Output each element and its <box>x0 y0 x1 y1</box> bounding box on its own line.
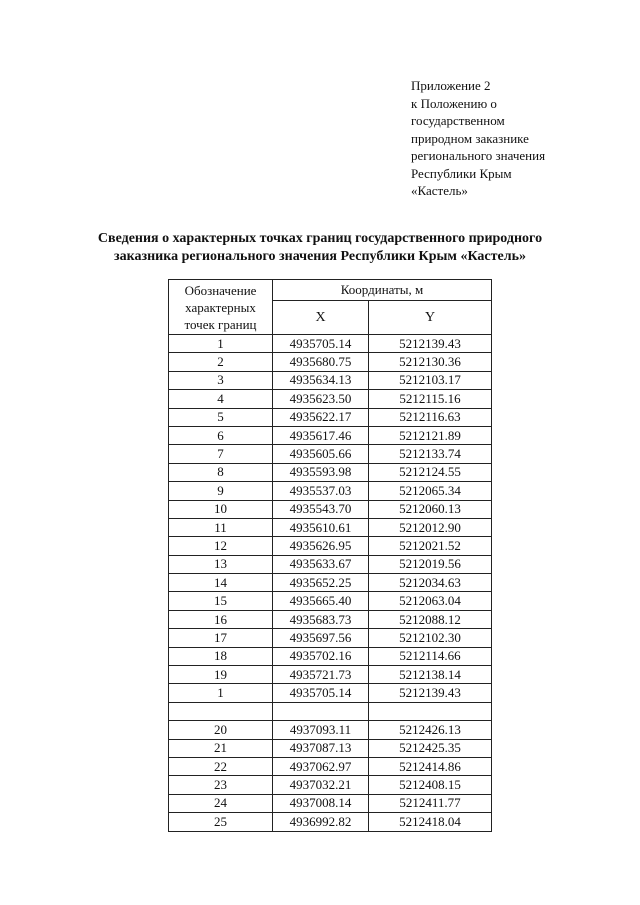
y-cell <box>369 702 492 720</box>
table-row <box>169 390 492 408</box>
point-cell: 6 <box>169 426 273 444</box>
x-cell: 4935665.40 <box>273 592 369 610</box>
document-title <box>60 230 580 266</box>
x-cell: 4937008.14 <box>273 794 369 812</box>
x-cell: 4935593.98 <box>273 463 369 481</box>
x-cell: 4935626.95 <box>273 537 369 555</box>
table-row <box>169 408 492 426</box>
y-cell: 5212139.43 <box>369 335 492 353</box>
point-cell: 25 <box>169 813 273 831</box>
table-body <box>169 335 492 832</box>
point-cell: 10 <box>169 500 273 518</box>
point-cell: 18 <box>169 647 273 665</box>
x-cell: 4935543.70 <box>273 500 369 518</box>
point-cell: 11 <box>169 518 273 536</box>
table-row <box>169 463 492 481</box>
table-row <box>169 794 492 812</box>
x-cell: 4935697.56 <box>273 629 369 647</box>
designation-header <box>169 280 273 335</box>
table-row <box>169 739 492 757</box>
y-header: Y <box>369 301 492 335</box>
y-cell: 5212408.15 <box>369 776 492 794</box>
y-cell: 5212138.14 <box>369 666 492 684</box>
y-cell: 5212088.12 <box>369 610 492 628</box>
point-cell: 22 <box>169 757 273 775</box>
table-row <box>169 518 492 536</box>
y-cell: 5212130.36 <box>369 353 492 371</box>
table-row <box>169 757 492 775</box>
point-cell: 3 <box>169 371 273 389</box>
x-cell: 4935617.46 <box>273 426 369 444</box>
appendix-block <box>411 77 611 200</box>
table-row <box>169 353 492 371</box>
point-cell: 12 <box>169 537 273 555</box>
x-cell: 4935702.16 <box>273 647 369 665</box>
appendix-line: к Положению о <box>411 95 497 111</box>
y-cell: 5212114.66 <box>369 647 492 665</box>
x-cell: 4935622.17 <box>273 408 369 426</box>
table-row <box>169 500 492 518</box>
x-cell: 4935605.66 <box>273 445 369 463</box>
x-cell: 4936992.82 <box>273 813 369 831</box>
table-row <box>169 629 492 647</box>
table-row <box>169 592 492 610</box>
table-row <box>169 610 492 628</box>
coordinates-header: Координаты, м <box>273 280 492 301</box>
point-cell: 20 <box>169 721 273 739</box>
y-cell: 5212012.90 <box>369 518 492 536</box>
point-cell: 2 <box>169 353 273 371</box>
x-cell: 4935705.14 <box>273 335 369 353</box>
title-line-2: заказника регионального значения Республики Крым «Кастель» <box>114 249 526 264</box>
point-cell: 5 <box>169 408 273 426</box>
x-cell: 4935633.67 <box>273 555 369 573</box>
table-row <box>169 574 492 592</box>
y-cell: 5212133.74 <box>369 445 492 463</box>
appendix-line: Республики Крым <box>411 165 512 181</box>
y-cell: 5212021.52 <box>369 537 492 555</box>
x-cell: 4935680.75 <box>273 353 369 371</box>
y-cell: 5212060.13 <box>369 500 492 518</box>
x-cell <box>273 702 369 720</box>
x-cell: 4935652.25 <box>273 574 369 592</box>
point-cell: 14 <box>169 574 273 592</box>
table-row <box>169 813 492 831</box>
y-cell: 5212418.04 <box>369 813 492 831</box>
table-row <box>169 702 492 720</box>
x-cell: 4937062.97 <box>273 757 369 775</box>
table-row <box>169 555 492 573</box>
title-line-1: Сведения о характерных точках границ государственного природного <box>97 231 543 246</box>
point-cell: 1 <box>169 335 273 353</box>
x-cell: 4935623.50 <box>273 390 369 408</box>
y-cell: 5212019.56 <box>369 555 492 573</box>
y-cell: 5212139.43 <box>369 684 492 702</box>
y-cell: 5212121.89 <box>369 426 492 444</box>
x-cell: 4937087.13 <box>273 739 369 757</box>
table-row <box>169 776 492 794</box>
point-cell: 8 <box>169 463 273 481</box>
point-cell: 19 <box>169 666 273 684</box>
appendix-line: «Кастель» <box>411 183 468 198</box>
table-row <box>169 647 492 665</box>
coordinates-table <box>168 279 492 832</box>
point-cell: 4 <box>169 390 273 408</box>
table-row <box>169 335 492 353</box>
designation-header-line: характерных <box>185 299 256 315</box>
point-cell: 16 <box>169 610 273 628</box>
point-cell: 1 <box>169 684 273 702</box>
point-cell: 9 <box>169 482 273 500</box>
designation-header-line: точек границ <box>184 316 257 332</box>
designation-header-line: Обозначение <box>184 282 257 298</box>
appendix-line: государственном <box>411 113 505 128</box>
x-header: X <box>273 301 369 335</box>
y-cell: 5212411.77 <box>369 794 492 812</box>
y-cell: 5212426.13 <box>369 721 492 739</box>
point-cell: 23 <box>169 776 273 794</box>
point-cell <box>169 702 273 720</box>
appendix-line: регионального значения <box>411 148 546 163</box>
point-cell: 13 <box>169 555 273 573</box>
y-cell: 5212414.86 <box>369 757 492 775</box>
table-row <box>169 666 492 684</box>
table-row <box>169 482 492 500</box>
y-cell: 5212116.63 <box>369 408 492 426</box>
table-row <box>169 537 492 555</box>
y-cell: 5212103.17 <box>369 371 492 389</box>
y-cell: 5212065.34 <box>369 482 492 500</box>
point-cell: 7 <box>169 445 273 463</box>
y-cell: 5212124.55 <box>369 463 492 481</box>
table-row <box>169 445 492 463</box>
point-cell: 21 <box>169 739 273 757</box>
y-cell: 5212115.16 <box>369 390 492 408</box>
y-cell: 5212063.04 <box>369 592 492 610</box>
x-cell: 4937032.21 <box>273 776 369 794</box>
table-row <box>169 426 492 444</box>
y-cell: 5212102.30 <box>369 629 492 647</box>
point-cell: 15 <box>169 592 273 610</box>
table-row <box>169 721 492 739</box>
x-cell: 4935705.14 <box>273 684 369 702</box>
y-cell: 5212425.35 <box>369 739 492 757</box>
x-cell: 4937093.11 <box>273 721 369 739</box>
point-cell: 17 <box>169 629 273 647</box>
point-cell: 24 <box>169 794 273 812</box>
appendix-line: Приложение 2 <box>411 78 491 93</box>
x-cell: 4935683.73 <box>273 610 369 628</box>
x-cell: 4935610.61 <box>273 518 369 536</box>
appendix-line: природном заказнике <box>411 130 529 146</box>
x-cell: 4935537.03 <box>273 482 369 500</box>
x-cell: 4935634.13 <box>273 371 369 389</box>
table-row <box>169 684 492 702</box>
x-cell: 4935721.73 <box>273 666 369 684</box>
y-cell: 5212034.63 <box>369 574 492 592</box>
table-row <box>169 371 492 389</box>
